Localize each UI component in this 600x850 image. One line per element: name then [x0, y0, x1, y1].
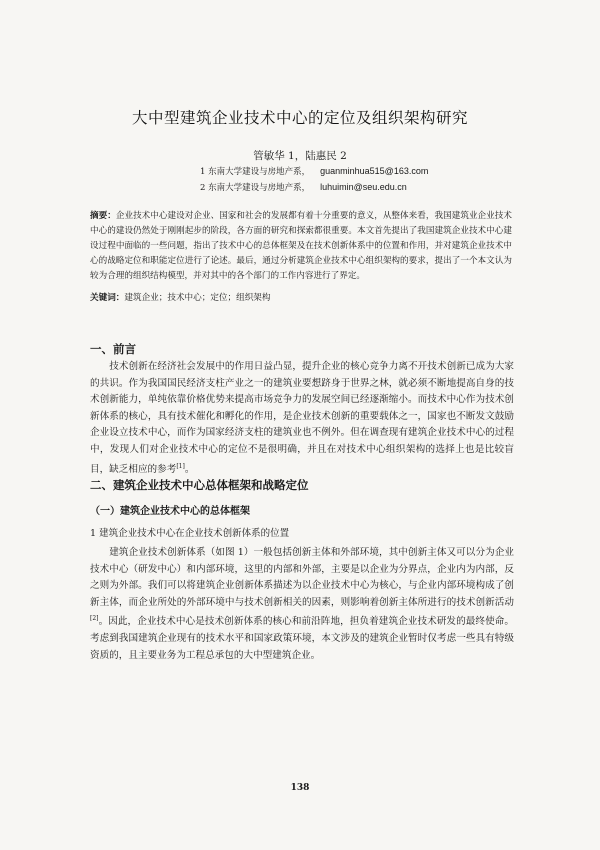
- affiliation-org: 1 东南大学建设与房地产系，: [200, 167, 311, 177]
- keywords-text: 建筑企业；技术中心；定位；组织架构: [124, 293, 271, 303]
- body-text: 技术创新在经济社会发展中的作用日益凸显，提升企业的核心竞争力离不开技术创新已成为大家的共识。作为我国国民经济支柱产业之一的建筑业要想跻身于世界之林，就必须不断地提高自身的技术创新能力，单纯依靠价格优势来提高市场竞争力的发展空间已经逐渐缩小。而技术中心作为技术创新体系的核心，具有技术催化和孵化的作用，是企业技术创新的重要载体之一，国家也不断发文鼓励企业设立技术中心，而作为国家经济支柱的建筑业也不例外。但在调查现有建筑企业技术中心的过程中，发现人们对企业技术中心的定位不是很明确，并且在对技术中心组织架构的选择上也是比较盲目，缺乏相应的参考: [90, 361, 514, 475]
- body-text-end: 。: [184, 463, 195, 475]
- body-text-end: 。因此，企业技术中心是技术创新体系的核心和前沿阵地，担负着建筑企业技术研发的最终使命。考虑到我国建筑企业现有的技术水平和国家政策环境，本文涉及的建筑企业暂时仅考虑一些具有特级资质的，且主要业务为工程总承包的大中型建筑企业。: [90, 616, 514, 661]
- intro-paragraph: [90, 359, 514, 478]
- keywords-label: 关键词：: [90, 293, 125, 303]
- subsubsection-heading: 1 建筑企业技术中心在企业技术创新体系的位置: [90, 528, 290, 539]
- section-heading-intro: 一、前言: [90, 342, 136, 356]
- citation-ref: [1]: [176, 462, 185, 470]
- abstract-text: 企业技术中心建设对企业、国家和社会的发展都有着十分重要的意义，从整体来看，我国建筑业企业技术中心的建设仍然处于刚刚起步的阶段，各方面的研究和探索都很重要。本文首先提出了我国建筑企业技术中心建设过程中面临的一些问题，指出了技术中心的总体框架及在技术创新体系中的位置和作用，并对建筑企业技术中心的战略定位和职能定位进行了论述。最后，通过分析建筑企业技术中心组织架构的要求，提出了一个本文认为较为合理的组织结构模型，并对其中的各个部门的工作内容进行了界定。: [90, 211, 512, 281]
- keywords: [90, 291, 512, 303]
- affiliation-org: 2 东南大学建设与房地产系，: [200, 183, 311, 193]
- abstract-label: 摘要：: [90, 211, 116, 221]
- author-line: 管敏华 1，陆惠民 2: [253, 150, 347, 162]
- author-email: luhuimin@seu.edu.cn: [320, 182, 407, 192]
- author-email: guanminhua515@163.com: [320, 166, 429, 176]
- framework-paragraph: [90, 545, 514, 664]
- affiliation-2: [200, 181, 407, 193]
- body-text: 建筑企业技术创新体系（如图 1）一般包括创新主体和外部环境，其中创新主体又可以分为企业技术中心（研发中心）和内部环境，这里的内部和外部，主要是以企业为分界点，企业内为内部，反之则为外部。我们可以将建筑企业创新体系描述为以企业技术中心为核心，与企业内部环境构成了创新主体，而企业所处的外部环境中与技术创新相关的因素，则影响着创新主体所进行的技术创新活动: [90, 547, 514, 608]
- subsection-heading: （一）建筑企业技术中心的总体框架: [90, 506, 250, 517]
- page-number: 138: [290, 783, 310, 793]
- affiliation-1: [200, 165, 428, 177]
- paper-title: 大中型建筑企业技术中心的定位及组织架构研究: [131, 109, 468, 127]
- abstract: [90, 209, 512, 284]
- section-heading-framework: 二、建筑企业技术中心总体框架和战略定位: [90, 478, 309, 492]
- citation-ref: [2]: [90, 615, 99, 623]
